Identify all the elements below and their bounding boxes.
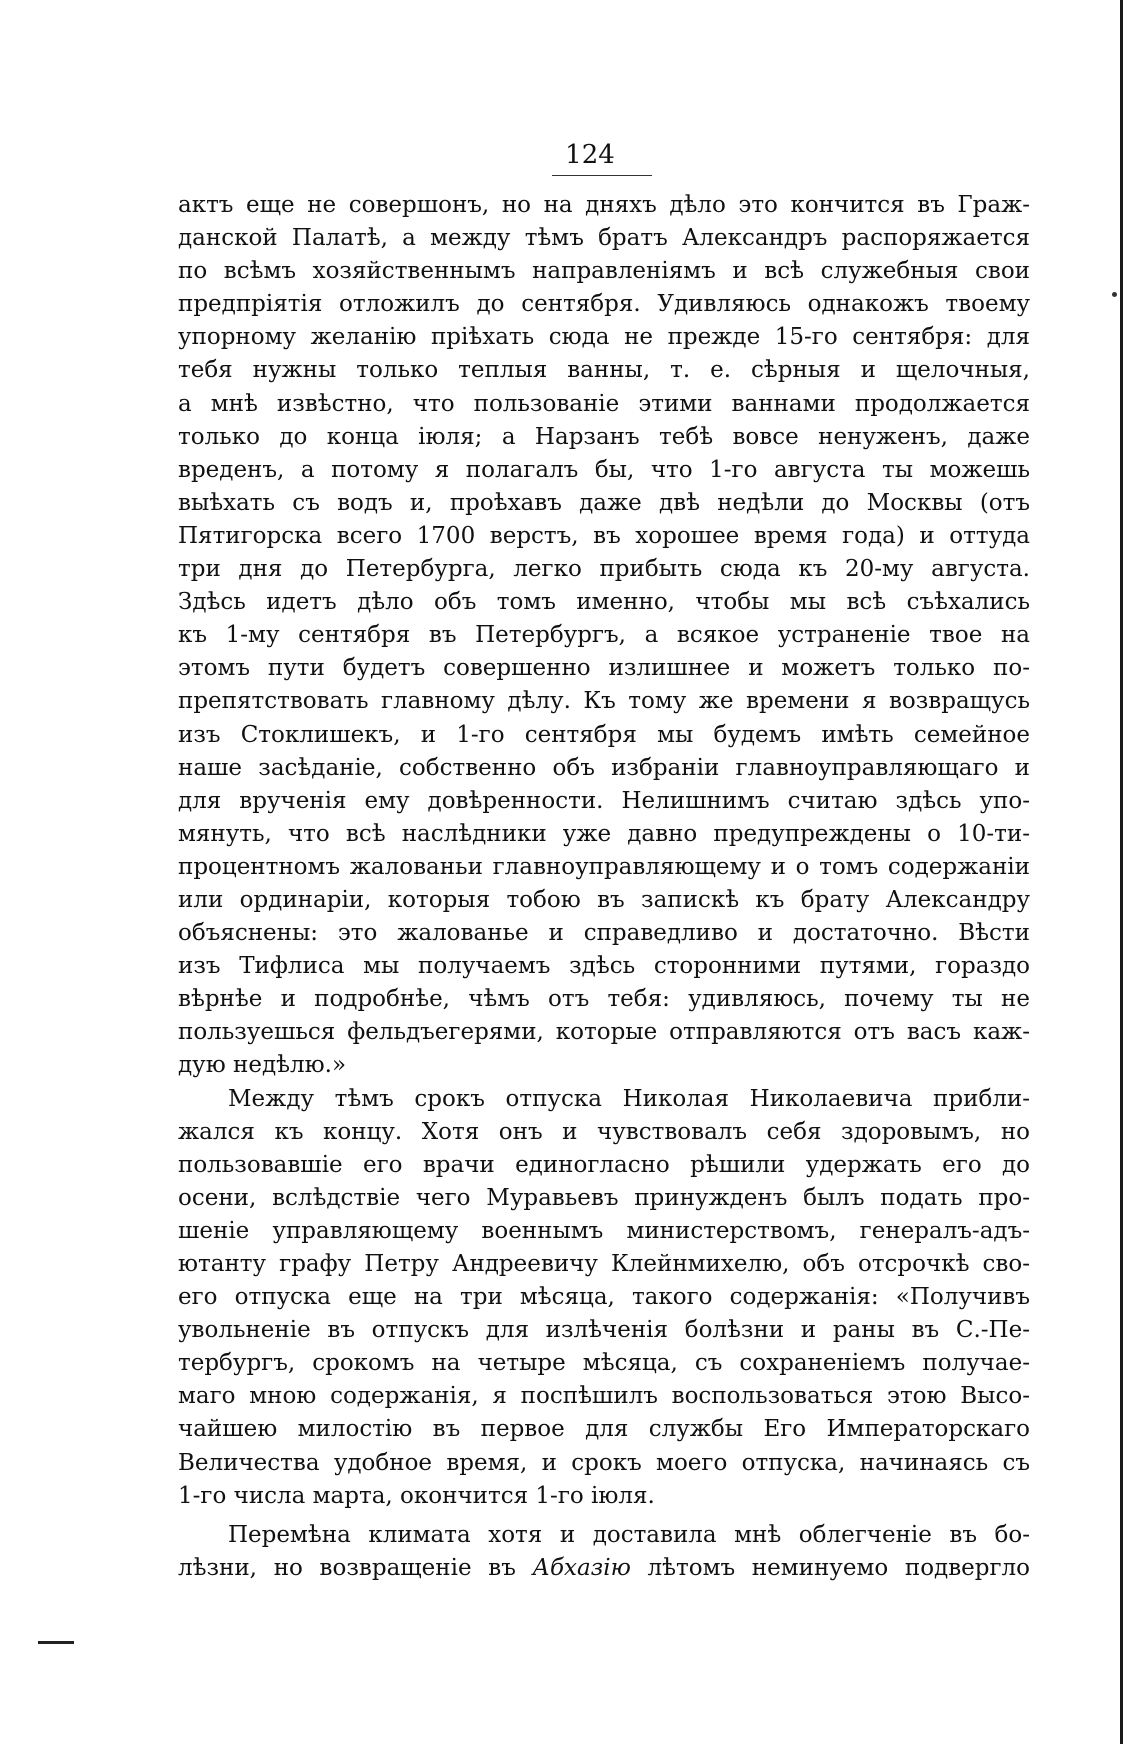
text-line: препятствовать главному дѣлу. Къ тому же времени я возвращусь — [178, 688, 1030, 715]
text-run: лѣзни, но возвращеніе въ — [178, 1554, 533, 1581]
text-line: Величества удобное время, и срокъ моего отпуска, начинаясь съ — [178, 1449, 1030, 1476]
text-line: увольненіе въ отпускъ для излѣченія болѣзни и раны въ С.-Пе- — [178, 1317, 1030, 1344]
text-line: процентномъ жалованьи главноуправляющему и о томъ содержаніи — [178, 853, 1030, 880]
text-line: для врученія ему довѣренности. Нелишнимъ считаю здѣсь упо- — [178, 787, 1030, 814]
text-line: вѣрнѣе и подробнѣе, чѣмъ отъ тебя: удивляюсь, почему ты не — [178, 986, 1030, 1013]
page-number-rule — [552, 175, 652, 176]
text-line: Здѣсь идетъ дѣло объ томъ именно, чтобы мы всѣ съѣхались — [178, 589, 1030, 616]
text-line: изъ Тифлиса мы получаемъ здѣсь сторонними путями, гораздо — [178, 953, 1030, 980]
text-line: мянуть, что всѣ наслѣдники уже давно предупреждены о 10-ти- — [178, 820, 1030, 847]
text-line: дую недѣлю.» — [178, 1052, 347, 1079]
text-line: этомъ пути будетъ совершенно излишнее и можетъ только по- — [178, 655, 1030, 682]
text-line: жался къ концу. Хотя онъ и чувствовалъ себя здоровымъ, но — [178, 1118, 1030, 1145]
paragraph-leave-petition — [178, 1083, 1030, 1513]
text-run: лѣтомъ неминуемо подвергло — [630, 1554, 1030, 1581]
text-line — [178, 1552, 1030, 1585]
text-line: 1-го числа марта, окончится 1-го іюля. — [178, 1482, 655, 1509]
text-line: три дня до Петербурга, легко прибыть сюда къ 20-му августа. — [178, 556, 1030, 583]
text-line: пользуешься фельдъегерями, которые отправляются отъ васъ каж- — [178, 1019, 1030, 1046]
italic-place-name: Абхазію — [532, 1554, 631, 1581]
paragraph-climate — [178, 1519, 1030, 1585]
text-line: чайшею милостію въ первое для службы Его Императорскаго — [178, 1416, 1030, 1443]
text-line: осени, вслѣдствіе чего Муравьевъ принужденъ былъ подать про- — [178, 1184, 1030, 1211]
text-line: или ординаріи, которыя тобою въ запискѣ къ брату Александру — [178, 886, 1030, 913]
text-line: предпріятія отложилъ до сентября. Удивляюсь однакожъ твоему — [178, 291, 1030, 318]
text-line: только до конца іюля; а Нарзанъ тебѣ вовсе ненуженъ, даже — [178, 423, 1030, 450]
text-line: Между тѣмъ срокъ отпуска Николая Николаевича прибли- — [228, 1085, 1030, 1112]
text-line: актъ еще не совершонъ, но на дняхъ дѣло это кончится въ Граж- — [178, 192, 1030, 218]
text-line: маго мною содержанія, я поспѣшилъ воспользоваться этою Высо- — [178, 1383, 1030, 1410]
text-line: тербургъ, срокомъ на четыре мѣсяца, съ сохраненіемъ получае- — [178, 1350, 1030, 1377]
text-line: по всѣмъ хозяйственнымъ направленіямъ и всѣ служебныя свои — [178, 258, 1030, 285]
paragraph-letter-quote — [178, 189, 1030, 1083]
scan-speck — [1112, 292, 1117, 297]
text-line: шеніе управляющему военнымъ министерствомъ, генералъ-адъ- — [178, 1217, 1030, 1244]
text-line: выѣхать съ водъ и, проѣхавъ даже двѣ недѣли до Москвы (отъ — [178, 489, 1030, 516]
text-line: пользовавшіе его врачи единогласно рѣшили удержать его до — [178, 1151, 1030, 1178]
text-line: объяснены: это жалованье и справедливо и достаточно. Вѣсти — [178, 920, 1030, 947]
text-line: тебя нужны только теплыя ванны, т. е. сѣрныя и щелочныя, — [178, 357, 1030, 384]
text-line: къ 1-му сентября въ Петербургъ, а всякое устраненіе твое на — [178, 622, 1030, 649]
text-line: вреденъ, а потому я полагалъ бы, что 1-го августа ты можешь — [178, 456, 1030, 483]
text-line: а мнѣ извѣстно, что пользованіе этими ваннами продолжается — [178, 390, 1030, 417]
body-text — [178, 189, 1030, 1585]
text-line: его отпуска еще на три мѣсяца, такого содержанія: «Получивъ — [178, 1284, 1030, 1311]
text-line: ютанту графу Петру Андреевичу Клейнмихелю, объ отсрочкѣ сво- — [178, 1251, 1030, 1277]
text-line: данской Палатѣ, а между тѣмъ братъ Александръ распоряжается — [178, 225, 1030, 252]
page-edge-shadow — [1120, 0, 1123, 1744]
text-line: упорному желанію пріѣхать сюда не прежде 15-го сентября: для — [178, 324, 1030, 351]
scan-margin-mark — [38, 1641, 74, 1644]
text-line: наше засѣданіе, собственно объ избраніи главноуправляющаго и — [178, 754, 1030, 781]
text-line: Пятигорска всего 1700 верстъ, въ хорошее время года) и оттуда — [178, 522, 1030, 549]
page-number: 124 — [565, 140, 615, 170]
text-line: Перемѣна климата хотя и доставила мнѣ облегченіе въ бо- — [228, 1521, 1030, 1548]
text-line: изъ Стоклишекъ, и 1-го сентября мы будемъ имѣть семейное — [178, 721, 1030, 748]
